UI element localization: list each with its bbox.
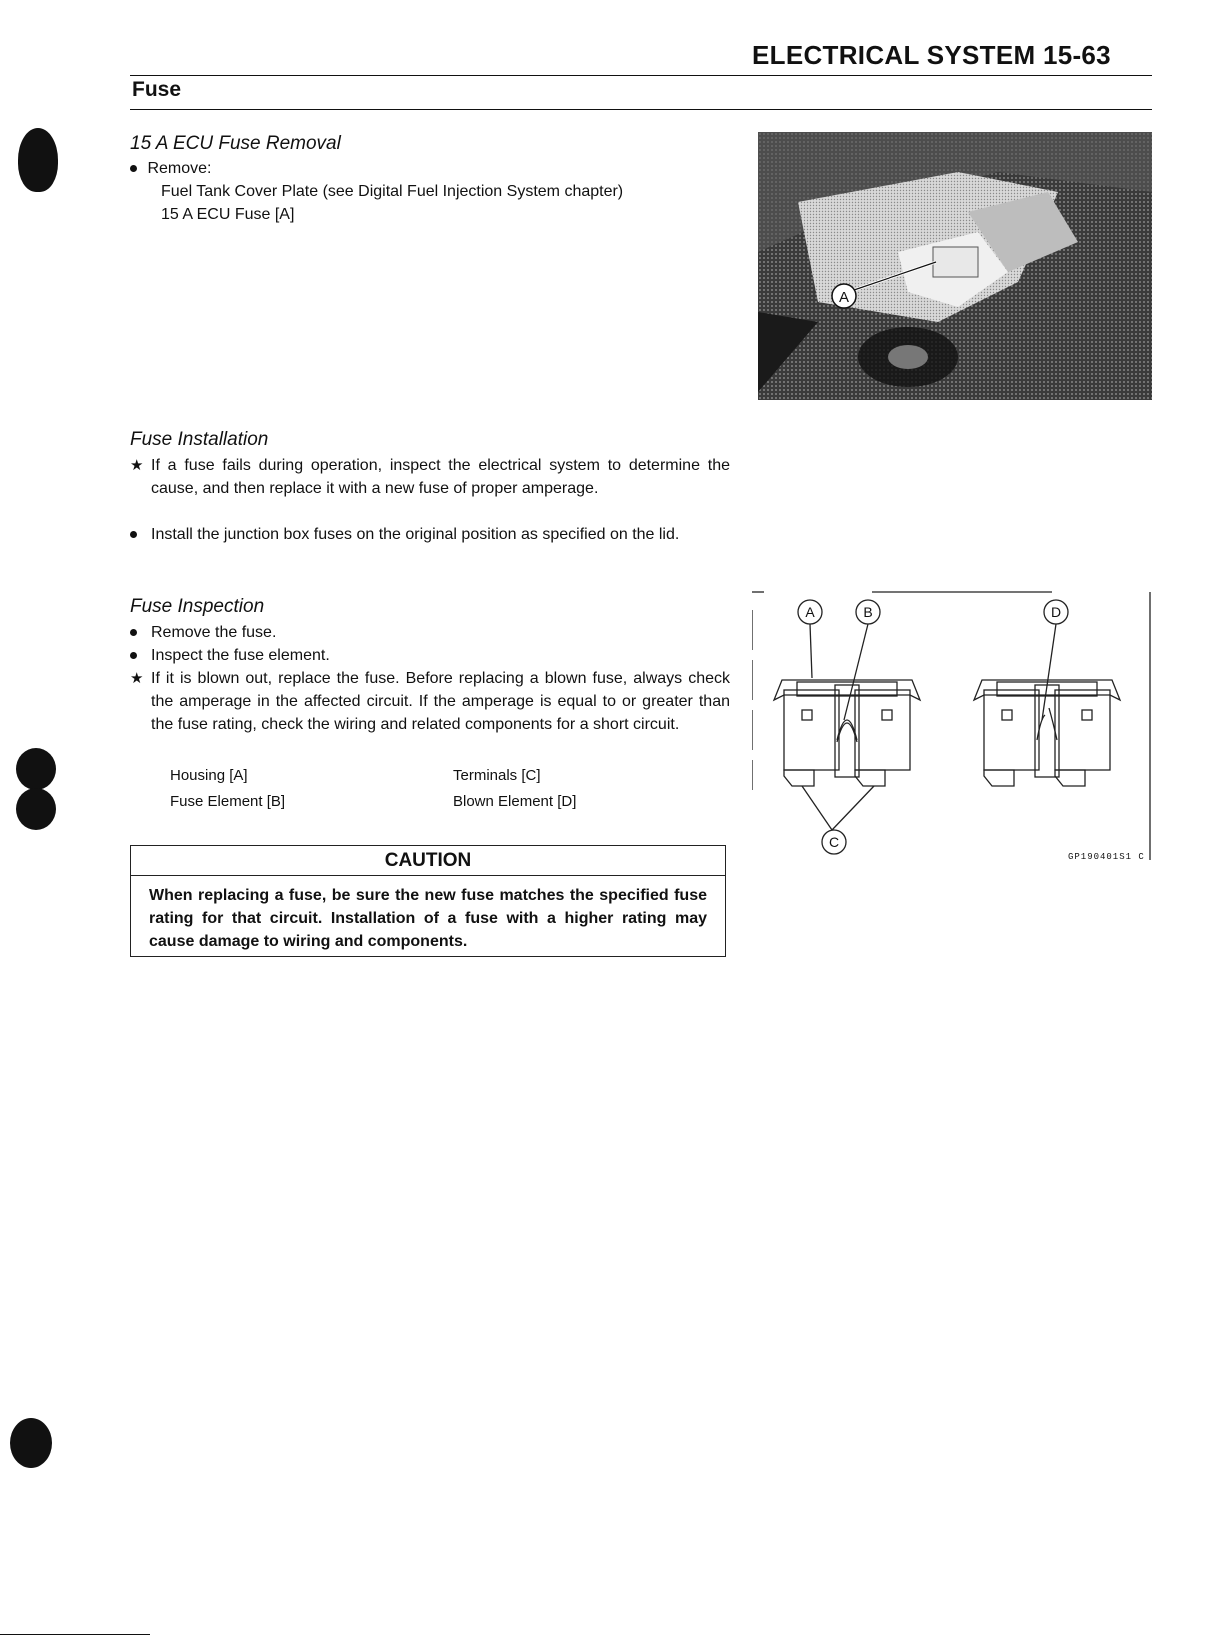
inspection-line xyxy=(130,621,730,644)
installation-line-text: Install the junction box fuses on the original position as specified on the lid. xyxy=(151,526,680,543)
inspection-line-text: Inspect the fuse element. xyxy=(151,647,330,664)
binder-hole-3 xyxy=(16,788,56,830)
inspection-line xyxy=(130,667,730,736)
ecu-fuse-photo xyxy=(758,132,1152,400)
binder-hole-4 xyxy=(10,1418,52,1468)
inspection-line xyxy=(130,644,730,667)
legend-item: Housing [A] xyxy=(170,767,248,784)
ecu-removal-heading: 15 A ECU Fuse Removal xyxy=(130,133,341,154)
caution-box xyxy=(130,845,726,957)
diagram-code: GP190401S1 C xyxy=(1068,852,1145,862)
section-title: Fuse xyxy=(132,78,182,101)
bullet-dot-icon xyxy=(130,523,150,546)
page-title: ELECTRICAL SYSTEM 15-63 xyxy=(752,40,1111,70)
legend-item: Fuse Element [B] xyxy=(170,793,286,810)
ecu-removal-item: Fuel Tank Cover Plate (see Digital Fuel Injection System chapter) xyxy=(161,183,624,200)
ecu-removal-item: 15 A ECU Fuse [A] xyxy=(161,206,295,223)
ecu-removal-bullet xyxy=(130,157,211,180)
diagram-label-d: D xyxy=(1050,604,1062,620)
caution-title: CAUTION xyxy=(131,846,725,876)
fuse-diagram xyxy=(752,590,1152,880)
fuse-diagram-drawing xyxy=(752,590,1152,880)
star-icon: ★ xyxy=(130,457,144,474)
installation-line-text: If a fuse fails during operation, inspect the electrical system to determine the cause, and then replace it with a new fuse of proper amperage. xyxy=(151,457,730,497)
bottom-edge-rule xyxy=(0,1634,150,1635)
star-icon: ★ xyxy=(130,670,144,687)
legend-item: Terminals [C] xyxy=(453,767,541,784)
diagram-label-b: B xyxy=(863,604,873,620)
bullet-dot-icon xyxy=(130,621,150,644)
caution-text: When replacing a fuse, be sure the new fuse matches the specified fuse rating for that circuit. Installation of a fuse with a higher rating may cause damage to wiring and components. xyxy=(149,887,707,950)
inspection-line-text: Remove the fuse. xyxy=(151,624,277,641)
ecu-fuse-photo-image xyxy=(758,132,1152,400)
section-rule xyxy=(130,109,1152,110)
binder-hole-1 xyxy=(18,128,58,192)
installation-line xyxy=(130,454,730,500)
bullet-dot-icon xyxy=(130,644,150,667)
binder-hole-2 xyxy=(16,748,56,790)
inspection-heading: Fuse Inspection xyxy=(130,596,265,617)
installation-heading: Fuse Installation xyxy=(130,429,269,450)
ecu-removal-remove-label: Remove: xyxy=(147,160,212,177)
diagram-label-a: A xyxy=(805,604,815,620)
photo-label-a: A xyxy=(838,289,850,306)
inspection-line-text: If it is blown out, replace the fuse. Before replacing a blown fuse, always check the amperage in the affected circuit. If the amperage is equal to or greater than the fuse rating, check the wiring and related components for a short circuit. xyxy=(151,670,730,733)
diagram-label-c: C xyxy=(828,834,840,850)
header-rule xyxy=(130,75,1152,76)
bullet-dot-icon xyxy=(130,165,137,172)
legend-item: Blown Element [D] xyxy=(453,793,577,810)
installation-line xyxy=(130,523,730,546)
